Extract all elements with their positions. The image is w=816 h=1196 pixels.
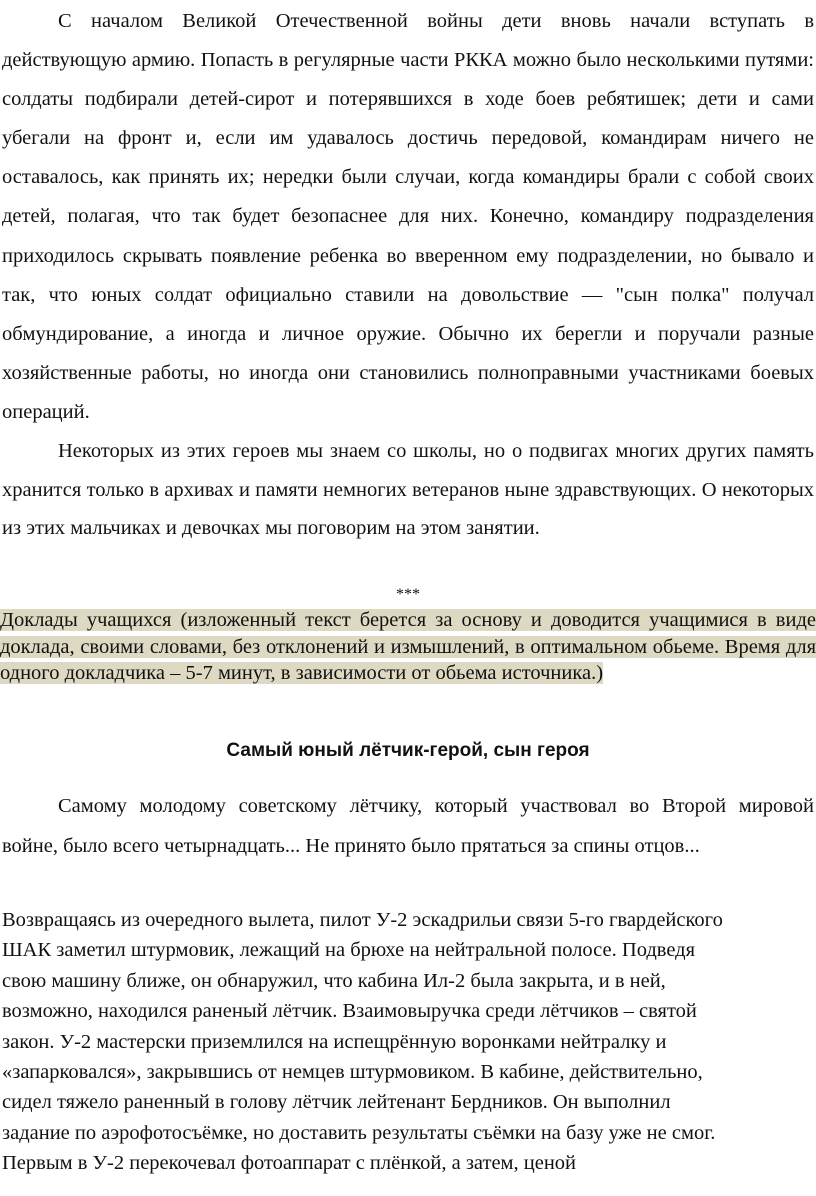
story-line: свою машину ближе, он обнаружил, что кабина Ил-2 была закрыта, и в ней, bbox=[2, 969, 666, 992]
student-reports-note bbox=[0, 607, 816, 687]
pilot-story-paragraph bbox=[2, 905, 814, 1179]
story-line: ШАК заметил штурмовик, лежащий на брюхе на нейтральной полосе. Подведя bbox=[2, 939, 696, 962]
heroes-paragraph: Некоторых из этих героев мы знаем со школы, но о подвигах многих других память хранится только в архивах и памяти немногих ветеранов ныне здравствующих. О некоторых из этих мальчиках и девочках мы поговорим на этом занятии. bbox=[2, 440, 814, 539]
section-heading: Самый юный лётчик-герой, сын героя bbox=[226, 740, 590, 761]
intro-paragraph: С началом Великой Отечественной войны дети вновь начали вступать в действующую армию. Попасть в регулярные части РККА можно было несколькими путями: солдаты подбирали детей-сирот и потерявшихся в ходе боев ребятишек; дети и сами убегали на фронт и, если им удавалось достичь передовой, командирам ничего не оставалось, как принять их; нередки были случаи, когда командиры брали с собой своих детей, полагая, что так будет безопаснее для них. Конечно, командиру подразделения приходилось скрывать появление ребенка во вверенном ему подразделении, но бывало и так, что юных солдат официально ставили на довольствие — "сын полка" получал обмундирование, а иногда и личное оружие. Обычно их берегли и поручали разные хозяйственные работы, но иногда они становились полноправными участниками боевых операций. bbox=[2, 10, 814, 423]
highlighted-text: Доклады учащихся (изложенный текст берется за основу и доводится учащимися в виде доклада, своими словами, без отклонений и измышлений, в оптимальном обьеме. Время для одного докладчика – 5-7 минут, в зависимости от обьема источника.) bbox=[0, 609, 816, 684]
youngest-pilot-intro: Самому молодому советскому лётчику, который участвовал во Второй мировой войне, было всего четырнадцать... Не принято было прятаться за спины отцов... bbox=[2, 795, 814, 857]
story-line: задание по аэрофотосъёмке, но доставить результаты съёмки на базу уже не смог. bbox=[2, 1121, 716, 1144]
story-line: закон. У-2 мастерски приземлился на испещрённую воронками нейтралку и bbox=[2, 1030, 667, 1053]
story-line: Возвращаясь из очередного вылета, пилот У-2 эскадрильи связи 5-го гвардейского bbox=[2, 909, 723, 931]
section-separator: *** bbox=[396, 586, 420, 603]
story-line: сидел тяжело раненный в голову лётчик лейтенант Бердников. Он выполнил bbox=[2, 1091, 671, 1114]
story-line: возможно, находился раненый лётчик. Взаимовыручка среди лётчиков – святой bbox=[2, 1000, 697, 1023]
story-line: «запарковался», закрывшись от немцев штурмовиком. В кабине, действительно, bbox=[2, 1061, 703, 1084]
story-line: Первым в У-2 перекочевал фотоаппарат с плёнкой, а затем, ценой bbox=[2, 1152, 577, 1175]
